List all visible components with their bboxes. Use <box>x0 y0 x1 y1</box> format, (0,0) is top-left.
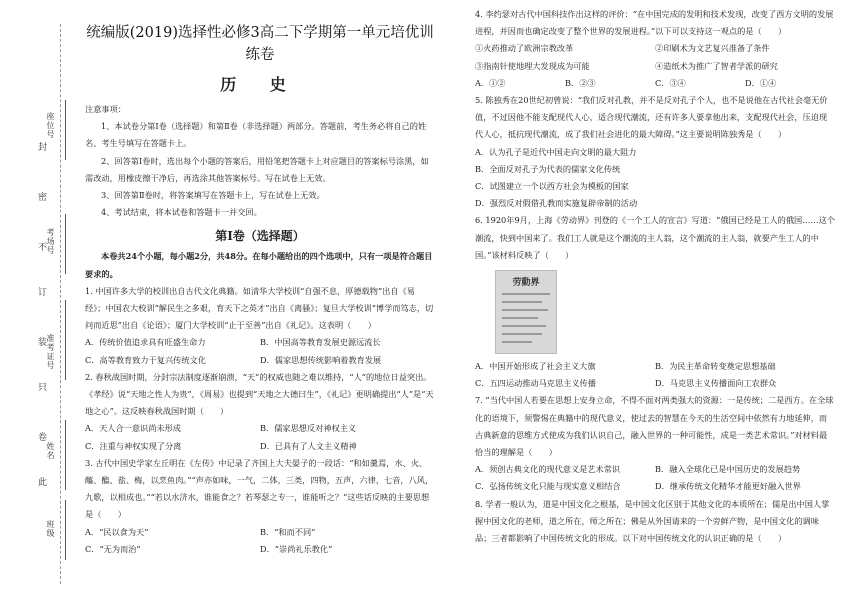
seal-char: 此 <box>38 478 48 488</box>
seal-char: 不 <box>38 243 48 253</box>
seat-number-blank <box>65 100 66 160</box>
right-column <box>475 6 835 547</box>
question-6-options-row <box>475 358 835 375</box>
option-c[interactable]: C．③④ <box>655 77 686 88</box>
class-label: 班级 <box>46 520 55 538</box>
seal-char: 订 <box>38 288 48 298</box>
exam-title-line-1: 统编版(2019)选择性必修3高二下学期第一单元培优训 <box>86 25 434 41</box>
section-1-intro: 本卷共24个小题，每小题2分，共48分。在每小题给出的四个选项中，只有一项是符合题目要求的。 <box>85 251 433 279</box>
option-b[interactable]: B．“和而不同” <box>260 526 316 537</box>
option-d[interactable]: D．已具有了人文主义精神 <box>260 440 357 451</box>
seal-char: 卷 <box>38 433 48 443</box>
option-a[interactable]: A．传统价值追求具有旺盛生命力 <box>85 337 206 348</box>
question-3-options-row <box>85 524 435 541</box>
newspaper-masthead: 劳動界 <box>512 278 540 289</box>
binding-dash-line <box>60 24 61 584</box>
question-4-options-row <box>475 75 835 92</box>
option-a[interactable]: A．天人合一意识尚未形成 <box>85 423 181 434</box>
seal-char: 装 <box>38 338 48 348</box>
newspaper-text-line <box>502 301 542 303</box>
newspaper-text-line <box>502 293 550 295</box>
question-7-options-row <box>475 461 835 478</box>
section-1-title: 第Ⅰ卷（选择题） <box>215 229 305 244</box>
option-c[interactable]: C．五四运动推动马克思主义传播 <box>475 378 596 389</box>
question-1-stem: 1. 中国许多大学的校训出自古代文化典籍。如清华大学校训“自强不息，厚德载物”出自《易经》；中国农大校训“解民生之多艰，育天下之英才”出自《离骚》；复旦大学校训“博学而笃志，切问而近思”出自《论语》；厦门大学校训“止于至善”出自《礼记》。这表明（ ） <box>85 285 434 331</box>
question-1-options-row <box>85 352 435 369</box>
question-4-items-row <box>475 40 835 57</box>
newspaper-text-line <box>502 325 546 327</box>
option-d[interactable]: D．强烈反对假借孔教而实施复辟帝制的活动 <box>475 198 638 209</box>
question-7-options-row <box>475 478 835 495</box>
question-3-stem: 3. 古代中国史学家左丘明在《左传》中记录了齐国上大夫晏子的一段话：“和如羹焉，水、火、醯、醢、盐、梅，以烹鱼肉。”“声亦如味，一气，二体，三类，四物，五声，六律，七音，八风，九歌，以相成也。”“若以水济水，谁能食之？若琴瑟之专一，谁能听之？”这些话反映的主要思想是（ ） <box>85 457 434 520</box>
question-5-stem: 5. 陈独秀在20世纪初曾说：“我们反对孔教，并不是反对孔子个人，也不是说他在古代社会毫无价值，不过因他不能支配现代人心，适合现代潮流，还有许多人要拿他出来，支配现代社会，压迫现代人心，抵抗现代潮流，成了我们社会进化的最大障碍。”这主要说明陈独秀是（ ） <box>475 95 828 140</box>
newspaper-text-line <box>502 333 542 335</box>
question-1-options-row <box>85 334 435 351</box>
exam-title-line-2: 练卷 <box>245 47 275 63</box>
option-c[interactable]: C．高等教育致力于复兴传统文化 <box>85 354 206 365</box>
note-item: 2、回答第Ⅰ卷时，选出每个小题的答案后，用铅笔把答题卡上对应题目的答案标号涂黑，如需改动，用橡皮擦干净后，再选涂其他答案标号。写在试卷上无效。 <box>85 155 429 183</box>
option-b[interactable]: B．全面反对孔子为代表的儒家文化传统 <box>475 163 621 174</box>
option-b[interactable]: B．②③ <box>565 77 596 88</box>
class-blank <box>65 500 66 560</box>
question-8-stem: 8. 学者一般认为，道是中国文化之根基，是中国文化区别于其他文化的本质所在；儒是出中国人掌握中国文化的老师，道之所在，师之所在；佛是从外国请来的一个旁鲜产物，是中国文化的调味品；三者都影响了中国传统文化的形成。以下对中国传统文化的认识正确的是（ ） <box>475 498 830 544</box>
option-a[interactable]: A．“民以食为天” <box>85 526 149 537</box>
question-2-stem: 2. 春秋战国时期，分封宗法制度逐渐崩溃，“天”的权威也随之难以维持，“人”的地位日益突出。《孝经》说“天地之性人为贵”，《周易》也提到“天地之大德曰生”，《礼记》更明确提出“人”是“天地之心”。这反映春秋战国时期（ ） <box>85 371 434 417</box>
newspaper-text-line <box>502 309 548 311</box>
option-a[interactable]: A．中国开始形成了社会主义大旗 <box>475 361 596 372</box>
ticket-number-blank <box>65 300 66 380</box>
note-item: 1、本试卷分第Ⅰ卷（选择题）和第Ⅱ卷（非选择题）两部分。答题前，考生务必将自己的姓名、考生号填写在答题卡上。 <box>85 121 427 149</box>
option-b[interactable]: B．儒家思想反对神权主义 <box>260 423 357 434</box>
option-d[interactable]: D．马克思主义传播面向工农群众 <box>655 378 777 389</box>
exam-room-label: 考场号 <box>46 228 55 255</box>
statement-1: ①火药推动了欧洲宗教改革 <box>475 43 574 54</box>
question-2-options-row <box>85 420 435 437</box>
question-6-stem: 6. 1920年9月，上海《劳动界》刊登的《一个工人的宣言》写道：“俄国已经是工人的俄国……这个潮流，快到中国来了。我们工人就是这个潮流的主人翁，这个潮流的主人翁，就要产生工人的中国。”该材料反映了（ ） <box>475 215 835 260</box>
exam-room-blank <box>65 214 66 274</box>
name-blank <box>65 420 66 490</box>
newspaper-text-line <box>502 317 538 319</box>
question-4-stem: 4. 李约瑟对古代中国科技作出这样的评价：“在中国完成的发明和技术发现，改变了西方文明的发展进程，并因而也确定改变了整个世界的发展进程。”以下可以支持这一观点的是（ ） <box>475 9 834 37</box>
option-d[interactable]: D．继承传统文化精华才能更好融入世界 <box>655 481 801 492</box>
option-b[interactable]: B．融入全球化已是中国历史的发展趋势 <box>655 464 801 475</box>
question-6-options-row <box>475 375 835 392</box>
option-a[interactable]: A．①② <box>475 77 506 88</box>
laodongjie-newspaper-image <box>495 270 557 354</box>
option-c[interactable]: C．弘扬传统文化只能与现实意义相结合 <box>475 481 621 492</box>
option-a[interactable]: A．认为孔子是近代中国走向文明的最大阻力 <box>475 146 637 157</box>
option-d[interactable]: D．儒家思想传统影响着教育发展 <box>260 354 382 365</box>
name-label: 姓名 <box>46 442 55 460</box>
note-item: 3、回答第Ⅱ卷时，将答案填写在答题卡上，写在试卷上无效。 <box>101 190 325 201</box>
option-c[interactable]: C．注重与神权实现了分离 <box>85 440 182 451</box>
seat-number-label: 座位号 <box>46 112 55 139</box>
seal-char: 只 <box>38 383 48 393</box>
option-c[interactable]: C．“无为而治” <box>85 543 141 554</box>
option-b[interactable]: B．为民主革命转变奠定思想基础 <box>655 361 776 372</box>
seal-char: 封 <box>38 143 48 153</box>
question-7-stem: 7. “当代中国人若要在思想上安身立命，不得不面对两类强大的资源：一是传统；二是西方。在全球化的语境下，须警惕在典籍中的现代意义，使过去的智慧在今天的生活空间中依然有力地延伸，而古典新意的思维方式使成为我们认识自己，融入世界的一种可能性，成是一类艺术常识。”对材料最恰当的理解是（ ） <box>475 395 834 458</box>
option-a[interactable]: A．须创古典文化的现代意义是艺术常识 <box>475 464 621 475</box>
question-2-options-row <box>85 438 435 455</box>
note-item: 4、考试结束，将本试卷和答题卡一并交回。 <box>101 207 262 218</box>
option-c[interactable]: C．试图建立一个以西方社会为模板的国家 <box>475 181 629 192</box>
exam-title <box>85 22 435 66</box>
notes-heading: 注意事项： <box>85 104 126 114</box>
ticket-number-label: 准考证号 <box>46 334 55 370</box>
binding-margin <box>0 0 80 608</box>
question-4-items-row <box>475 58 835 75</box>
question-3-options-row <box>85 541 435 558</box>
seal-char: 密 <box>38 193 48 203</box>
statement-3: ③指南针使地理大发现成为可能 <box>475 60 590 71</box>
option-d[interactable]: D．①④ <box>745 77 777 88</box>
subject-title: 历 史 <box>220 75 300 94</box>
option-d[interactable]: D．“崇尚礼乐教化” <box>260 543 333 554</box>
newspaper-text-line <box>502 341 532 343</box>
statement-2: ②印刷术为文艺复兴准备了条件 <box>655 43 770 54</box>
option-b[interactable]: B．中国高等教育发展史源远流长 <box>260 337 381 348</box>
statement-4: ④造纸术为推广了智者学派的研究 <box>655 60 778 71</box>
left-column <box>85 0 435 558</box>
